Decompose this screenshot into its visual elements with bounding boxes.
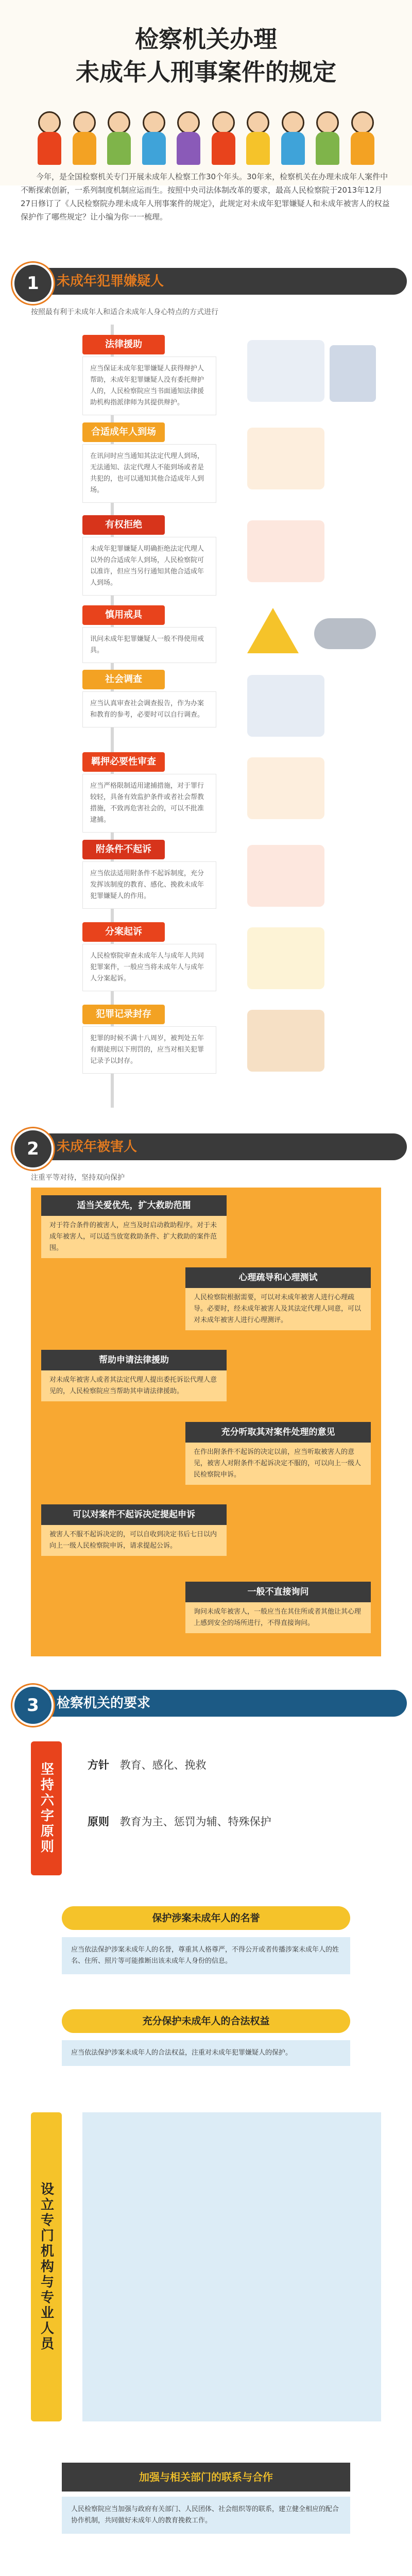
kid-figure (141, 111, 167, 165)
principle-key-2: 原则 (88, 1816, 109, 1828)
section1-subtitle: 按照最有利于未成年人和适合未成年人身心特点的方式进行 (31, 308, 218, 316)
principle-key-1: 方针 (88, 1759, 109, 1771)
tag-right-refuse: 有权拒绝 (82, 515, 165, 535)
text-no-direct-inquiry: 询问未成年被害人，一般应当在其住所或者其他让其心理上感到安全的场所进行，不得直接询问。 (185, 1602, 371, 1633)
tag-separate-prosecution: 分案起诉 (82, 922, 165, 942)
kid-figure (175, 111, 202, 165)
kid-figure (71, 111, 98, 165)
family-illustration (247, 428, 324, 489)
handcuff-icon (314, 618, 376, 649)
warning-icon (247, 608, 299, 653)
law-book-icon (330, 345, 376, 402)
page-title-line1: 检察机关办理 (135, 25, 277, 53)
tag-victim-legal-aid: 帮助申请法律援助 (41, 1350, 227, 1370)
children-illustration (36, 103, 376, 165)
text-appeal: 被害人不服不起诉决定的，可以自收到决定书后七日以内向上一级人民检察院申诉，请求提起公诉。 (41, 1525, 227, 1556)
principle-line-2 (88, 1814, 271, 1829)
refuse-hand-illustration (247, 520, 324, 582)
principle-line-1 (88, 1757, 207, 1772)
req-rights-tag: 充分保护未成年人的合法权益 (62, 2009, 350, 2033)
text-adult-present: 在讯问时应当通知其法定代理人到场，无法通知、法定代理人不能到场或者是共犯的，也可以通知其他合适成年人到场。 (82, 444, 216, 503)
tag-detention-review: 羁押必要性审查 (82, 752, 165, 772)
scales-illustration (247, 927, 324, 989)
tag-no-direct-inquiry: 一般不直接询问 (185, 1582, 371, 1602)
req-reputation-text: 应当依法保护涉案未成年人的名誉，尊重其人格尊严，不得公开或者传播涉案未成年人的姓名、住所、照片等可能推断出该未成年人身份的信息。 (62, 1937, 350, 1974)
special-staff-panel (82, 2112, 381, 2421)
intro-paragraph: 今年，是全国检察机关专门开展未成年人检察工作30个年头。30年来，检察机关在办理未成年人案件中不断探索创新，一系列制度机制应运而生。按照中央司法体制改革的要求，最高人民检察院于2013年12月27日修订了《人民检察院办理未成年人刑事案件的规定》，此规定对未成年犯罪嫌疑人和未成年被害人的权益保护作了哪些规定？让小编为你一一梳理。 (21, 172, 390, 222)
kid-figure (280, 111, 306, 165)
section2-number: 2 (12, 1128, 54, 1170)
req-reputation-tag: 保护涉案未成年人的名誉 (62, 1906, 350, 1930)
text-conditional: 应当依法适用附条件不起诉制度，充分发挥该制度的教育、感化、挽救未成年犯罪嫌疑人的作用。 (82, 861, 216, 909)
section2-title: 未成年被害人 (57, 1139, 138, 1155)
text-legal-aid: 应当保证未成年犯罪嫌疑人获得辩护人帮助，未成年犯罪嫌疑人没有委托辩护人的，人民检察院应当书面通知法律援助机构指派律师为其提供辩护。 (82, 357, 216, 415)
text-victim-relief: 对于符合条件的被害人，应当及时启动救助程序。对于未成年被害人，可以适当放宽救助条件、扩大救助的案件范围。 (41, 1216, 227, 1258)
tag-record-sealing: 犯罪记录封存 (82, 1005, 165, 1024)
section3-number: 3 (12, 1685, 54, 1726)
tag-social-survey: 社会调查 (82, 670, 165, 689)
req-rights-text: 应当依法保护涉案未成年人的合法权益，注重对未成年犯罪嫌疑人的保护。 (62, 2040, 350, 2066)
lawyer-illustration (247, 340, 324, 402)
req-cooperation-tag: 加强与相关部门的联系与合作 (62, 2463, 350, 2492)
principle-value-1: 教育、感化、挽救 (119, 1759, 207, 1771)
text-record-sealing: 犯罪的时候不满十八周岁，被判处五年有期徒刑以下刑罚的，应当对相关犯罪记录予以封存。 (82, 1026, 216, 1074)
special-staff-label: 设立专门机构与专业人员 (31, 2112, 62, 2421)
section3-title: 检察机关的要求 (57, 1696, 151, 1711)
kid-figure (210, 111, 237, 165)
tag-hear-opinion: 充分听取其对案件处理的意见 (185, 1422, 371, 1443)
magnifier-illustration (247, 675, 324, 737)
kid-figure (245, 111, 271, 165)
principle-label: 坚持六字原则 (31, 1741, 62, 1875)
tag-psych-test: 心理疏导和心理测试 (185, 1267, 371, 1288)
text-detention-review: 应当严格限制适用逮捕措施，对于罪行较轻，具备有效监护条件或者社会帮教措施，不致再危害社会的，可以不批准逮捕。 (82, 774, 216, 833)
file-folders-illustration (247, 1010, 324, 1072)
text-victim-legal-aid: 对未成年被害人或者其法定代理人提出委托诉讼代理人意见的，人民检察院应当帮助其申请法律援助。 (41, 1370, 227, 1401)
kid-figure (314, 111, 341, 165)
section3-header (15, 1690, 407, 1717)
section1-number: 1 (12, 263, 54, 304)
tag-victim-relief: 适当关爱优先，扩大救助范围 (41, 1195, 227, 1216)
tag-legal-aid: 法律援助 (82, 335, 165, 354)
judge-illustration (247, 845, 324, 907)
page-title-line2: 未成年人刑事案件的规定 (76, 58, 336, 86)
kid-figure (106, 111, 132, 165)
principle-value-2: 教育为主、惩罚为辅、特殊保护 (119, 1816, 271, 1828)
text-hear-opinion: 在作出附条件不起诉的决定以前，应当听取被害人的意见，被害人对附条件不起诉决定不服的，可以向上一级人民检察院申诉。 (185, 1443, 371, 1485)
section1-title: 未成年犯罪嫌疑人 (57, 274, 164, 289)
section2-subtitle: 注重平等对待，坚持双向保护 (31, 1174, 125, 1182)
text-social-survey: 应当认真审查社会调查报告，作为办案和教育的参考，必要时可以自行调查。 (82, 691, 216, 727)
section2-header (15, 1133, 407, 1160)
kid-figure (349, 111, 376, 165)
section1-header (15, 268, 407, 295)
text-separate-prosecution: 人民检察院审查未成年人与成年人共同犯罪案件，一般应当将未成年人与成年人分案起诉。 (82, 944, 216, 991)
text-restraint: 讯问未成年犯罪嫌疑人一般不得使用戒具。 (82, 627, 216, 663)
kid-figure (36, 111, 63, 165)
tag-restraint: 慎用戒具 (82, 605, 165, 625)
tag-conditional: 附条件不起诉 (82, 840, 165, 859)
req-cooperation-text: 人民检察院应当加强与政府有关部门、人民团体、社会组织等的联系，建立健全相应的配合协作机制，共同做好未成年人的教育挽救工作。 (62, 2497, 350, 2534)
court-building-illustration (247, 757, 324, 819)
text-psych-test: 人民检察院根据需要，可以对未成年被害人进行心理疏导。必要时，经未成年被害人及其法定代理人同意，可以对未成年被害人进行心理测评。 (185, 1288, 371, 1330)
text-right-refuse: 未成年犯罪嫌疑人明确拒绝法定代理人以外的合适成年人到场，人民检察院可以准许，但应当另行通知其他合适成年人到场。 (82, 537, 216, 596)
tag-adult-present: 合适成年人到场 (82, 422, 165, 442)
tag-appeal: 可以对案件不起诉决定提起申诉 (41, 1504, 227, 1525)
